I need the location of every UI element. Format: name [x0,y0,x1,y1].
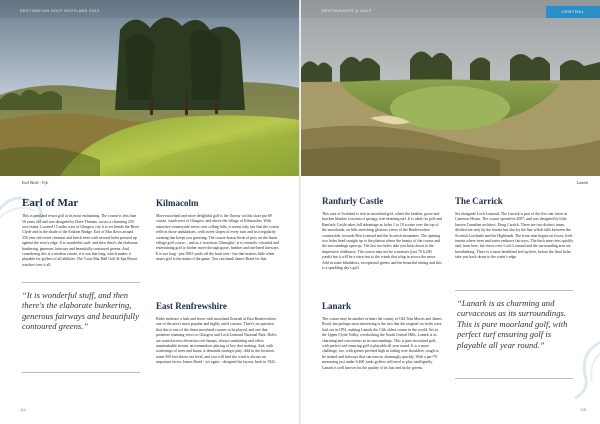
spine-gutter [299,0,301,424]
article-title: Kilmacolm [156,198,199,208]
article-east-renfrewshire [156,302,280,366]
article-body: The course may be another at heart the county of Old Tom Morris and James Braid, but perhaps most interesting is the fact that the original six holes were laid out in 1851, making Lanark the 13th oldest course in the world. Set in the Upper Clyde Valley, overlooking the South Central Hills, Lanark is as charming and curvaceous as its surroundings. This is pure moorland golf, with perfect turf ensuring golf is playable all year round. It is a more challenge, too, with greens perched high in fading over shoulders, rough to be treated and fairways that can narrow alarmingly quickly. With a par-70 measuring just under 6,400 yards golfers will need to play intelligently. Lanark is well known for the quality of its fast and tricky greens. [322,316,442,370]
page-number-left: 114 [20,408,26,412]
article-kilmacolm [156,191,280,263]
article-title: Ranfurly Castle [322,196,384,206]
article-title: Lanark [322,301,352,311]
right-page [300,0,600,424]
article-title: The Carrick [455,196,503,206]
article-body: This is parkland resort golf at its most enchanting. The course is less than 10 years old and was designed by Dave Thomas, across a charming 250 acre estate. Located 15 miles west of Glasgow city it is set beside the River Clyde and in the shade of the Erskine Bridge. Earl of Mar flows around 250 year old sweet chestnut and beech trees with several holes pressed up against the river's edge. It is wonderful stuff, and then there's the elaborate bunkering, generous fairways and beautifully contoured greens. And, considering this is a modern course, it is not that long, which makes it playable for golfers of all abilities. The 5 star Mar Hall Golf & Spa Resort watches over it all. [22,214,140,267]
lanark-photo [300,0,600,176]
quote-divider-bottom [455,378,573,379]
quote-divider-top [455,290,573,291]
header-left-text: DESTINATION GOLF SCOTLAND 2024 [20,9,100,13]
article-body: Set alongside Loch Lomond, The Carrick is part of the five star resort at Cameron House. The course opened in 2007, and was designed by little known Canadian architect, Doug Carrick. There are two distinct nines, divided not only by the terrain but also by the line which falls between the Scottish Lowlands and the Highlands. The front nine begins on lower, level terrain where trees and water embrace fairways. The back nine rises quickly and, from here, the views over Loch Lomond and the surrounding area are breathtaking. There is a more heathland feel up here, before the final holes take you back down to the water's edge. [455,211,574,260]
article-title: Earl of Mar [22,197,79,209]
page-number-right: 115 [580,408,586,412]
article-title: East Renfrewshire [156,301,227,311]
article-body: This area of Scotland is rich in moorland golf, where the heather, gorse and bracken blanket a terrain of springy, free-draining turf. It is ideal for golf and Ranfurly Castle takes full advantage as holes 1 to 18 scatter over the top of the moorlands, on hills stretching glorious views of the Renfrewshire countryside, towards Ben Lomond and the Scottish mountains. The opening two holes head straight up to the plateau where the beauty of the course and the surroundings open up. The last two holes take you back down to the impressive clubhouse. The course may not be a monster (just 70 6,200 yards) but it will be a stern test to the winds that whip in across the moor. Add in some blindshots, exceptional greens and the beautiful setting and this is a sparkling day's golf. [322,211,442,270]
article-the-carrick [455,197,577,261]
article-lanark [322,302,442,371]
article-body: Rides embrace a lush and brave with moorland flourish at East Renfrewshire, one of the area's most popular and highly rated courses. There's no question that this is one of the finest moorland courses to be played, and one that promises stunning views to Glasgow and Loch Lomond National Park. Holes are routed across elevation over bumps, always undulating and offers unmistakable terrain, an tremendous placing of key shot making. And, with scatterings of trees and burns, it demands strategic play. Add in the location, some 500 feet above sea level, and you will find the wind is always an important factor. James Braid - yet again - designed the layout, back in 1922. [156,316,277,365]
header-right-text: RESTAURANTS & GOLF [322,9,372,13]
quote-divider-top [22,282,140,283]
quote-divider-bottom [22,372,140,373]
photo-caption-right: Lanark [576,180,588,185]
photo-caption-left: Earl Beith - Fife [22,180,49,185]
pull-quote-right: “Lanark is as charming and curvaceous as its surroundings. This is pure moorland golf, with perfect turf ensuring golf is playable all year round.” [457,298,568,350]
golf-course-photo-left [0,0,300,176]
golf-course-photo-right [300,0,600,176]
earl-of-mar-photo [0,0,300,176]
section-tab-central[interactable]: CENTRAL [546,6,600,18]
article-earl-of-mar [22,197,140,268]
article-body: More moorland and more delightful golf is the flavour on this short par 69 course, south-west of Glasgow, and above the village of Kilmacolm. With attractive countryside views over rolling hills, it seems only fair that the course reflects those undulations, with sweet slopes of every turn and its irregularity creating that keeps you guessing. The course boasts birds of prey on the finest village golf course... and as a 'notorious Glenoglin', it is certainly colourful and entertaining golf to bother move through gorse, heather and run-lined fairways. It is not long - just 5961 yards off the back tees - but that matters little when smart golf is the name of the game. You can thank James Braid for that. [156,213,280,262]
article-ranfurly-castle [322,197,442,271]
pull-quote-left: “It is wonderful stuff, and then there's the elaborate bunkering, generous fairways and beautifully contoured greens.” [22,290,139,332]
